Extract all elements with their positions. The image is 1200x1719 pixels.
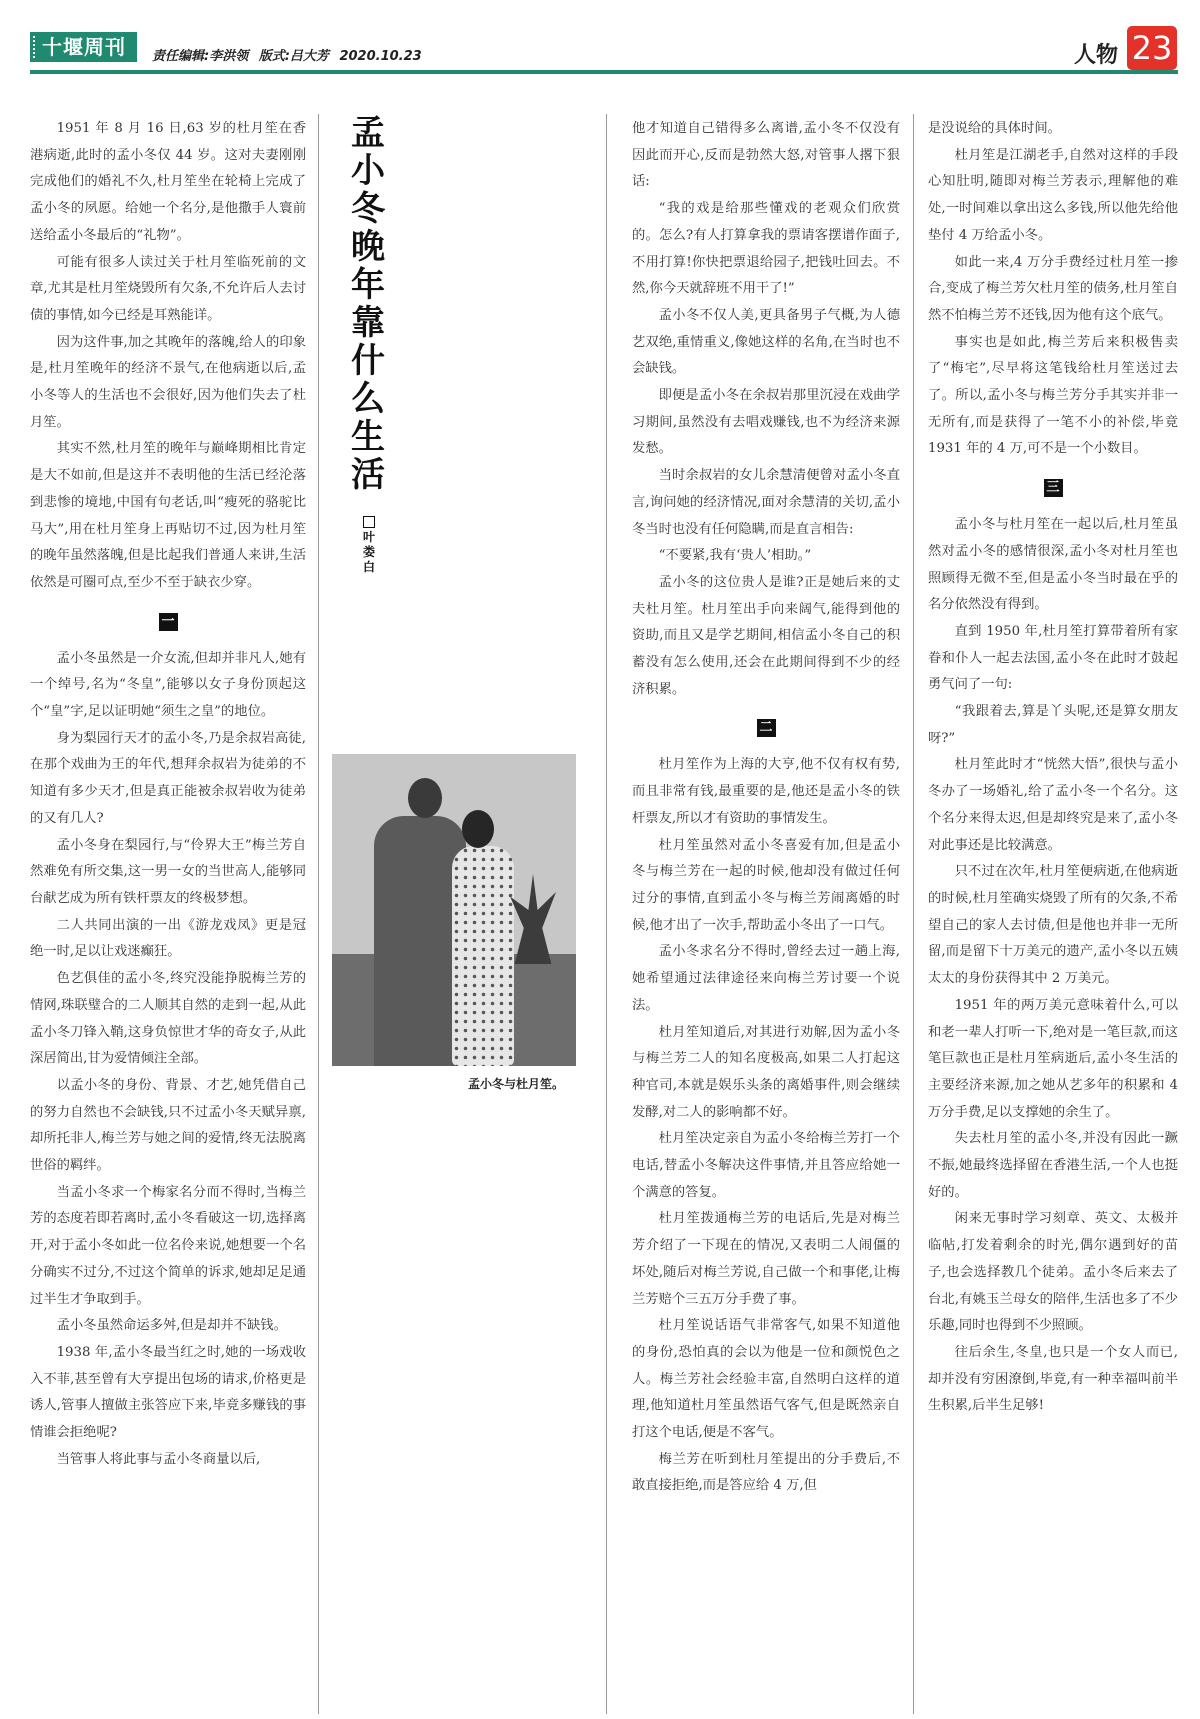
paragraph: 孟小冬求名分不得时,曾经去过一趟上海,她希望通过法律途径来向梅兰芳讨要一个说法。 (632, 944, 900, 1013)
paragraph: 孟小冬的这位贵人是谁?正是她后来的丈夫杜月笙。杜月笙出手向来阔气,能得到他的资助,而且又是学艺期间,相信孟小冬自己的积蓄没有怎么使用,还会在此期间得到不少的经济积累。 (632, 574, 900, 697)
section-marker-1: 一 (30, 609, 306, 636)
paragraph: 其实不然,杜月笙的晚年与巅峰期相比肯定是大不如前,但是这并不表明他的生活已经沦落到悲惨的境地,中国有句老话,叫“瘦死的骆驼比马大”,用在杜月笙身上再贴切不过,因为杜月笙的晚年虽然落魄,但是比起我们普通人来讲,生活依然是可圈可点,至少不至于缺衣少穿。 (30, 441, 306, 590)
paragraph: 孟小冬虽然是一介女流,但却并非凡人,她有一个绰号,名为“冬皇”,能够以女子身份顶起这个“皇”字,足以证明她“须生之皇”的地位。 (30, 650, 306, 720)
paragraph: 是没说给的具体时间。 (928, 121, 1061, 136)
page-header (0, 0, 1200, 80)
paragraph: “我跟着去,算是丫头呢,还是算女朋友呀?” (928, 704, 1178, 746)
editor-credits (152, 45, 422, 64)
masthead-title: 十堰周刊 (42, 35, 126, 59)
header-rule (30, 70, 1178, 74)
byline-box-icon (363, 516, 375, 528)
photo-caption: 孟小冬与杜月笙。 (468, 1077, 565, 1091)
masthead-dots-decoration (33, 36, 39, 58)
article-column-1 (30, 116, 306, 1473)
paragraph: 当孟小冬求一个梅家名分而不得时,当梅兰芳的态度若即若离时,孟小冬看破这一切,选择离开,对于孟小冬如此一位名伶来说,她想要一个名分确实不过分,不过这个简单的诉求,她却足足通过半生才争取到手。 (30, 1184, 306, 1307)
paragraph: 色艺俱佳的孟小冬,终究没能挣脱梅兰芳的情网,珠联璧合的二人顺其自然的走到一起,从此孟小冬刀锋入鞘,这身负惊世才华的奇女子,从此深居简出,甘为爱情倾注全部。 (30, 971, 306, 1067)
column-divider (318, 114, 319, 1714)
layout-designer: 版式:吕大芳 (258, 49, 329, 64)
paragraph: 如此一来,4 万分手费经过杜月笙一掺合,变成了梅兰芳欠杜月笙的债务,杜月笙自然不怕梅兰芳不还钱,因为他有这个底气。 (928, 254, 1178, 323)
paragraph: 杜月笙是江湖老手,自然对这样的手段心知肚明,随即对梅兰芳表示,理解他的难处,一时间难以拿出这么多钱,所以他先给他垫付 4 万给孟小冬。 (928, 147, 1178, 243)
paragraph: 以孟小冬的身份、背景、才艺,她凭借自己的努力自然也不会缺钱,只不过孟小冬天赋异禀,却所托非人,梅兰芳与她之间的爱情,终无法脱离世俗的羁绊。 (30, 1077, 306, 1174)
paragraph: 杜月笙此时才“恍然大悟”,很快与孟小冬办了一场婚礼,给了孟小冬一个名分。这个名分来得太迟,但是却终究是来了,孟小冬对此事还是比较满意。 (928, 757, 1178, 853)
paragraph: 1938 年,孟小冬最当红之时,她的一场戏收入不菲,甚至曾有大亨提出包场的请求,价格更是诱人,管事人擅做主张答应下来,毕竟多赚钱的事情谁会拒绝呢? (30, 1344, 306, 1441)
paragraph: 二人共同出演的一出《游龙戏凤》更是冠绝一时,足以让戏迷癫狂。 (30, 917, 306, 960)
paragraph: “我的戏是给那些懂戏的老观众们欣赏的。怎么?有人打算拿我的票请客摆谱作面子,不用打算!你快把票退给园子,把钱吐回去。不然,你今天就辞班不用干了!” (632, 201, 900, 297)
paragraph: “不要紧,我有‘贵人’相助。” (658, 548, 812, 564)
section-name: 人物 (1074, 43, 1119, 68)
article-title: 孟小冬晚年靠什么生活 (351, 113, 385, 495)
paragraph: 孟小冬虽然命运多舛,但是却并不缺钱。 (56, 1318, 287, 1334)
paragraph: 可能有很多人读过关于杜月笙临死前的文章,尤其是杜月笙烧毁所有欠条,不允许后人去讨债的事情,如今已经是耳熟能详。 (30, 254, 306, 323)
paragraph: 孟小冬不仅人美,更具备男子气概,为人德艺双绝,重情重义,像她这样的名角,在当时也不会缺钱。 (632, 307, 900, 377)
paragraph: 杜月笙知道后,对其进行劝解,因为孟小冬与梅兰芳二人的知名度极高,如果二人打起这种官司,本就是娱乐头条的离婚事件,则会继续发酵,对二人的影响都不好。 (632, 1024, 900, 1120)
editor-name: 责任编辑:李洪领 (152, 49, 249, 64)
paragraph: 当管事人将此事与孟小冬商量以后, (56, 1451, 261, 1467)
paragraph: 只不过在次年,杜月笙便病逝,在他病逝的时候,杜月笙确实烧毁了所有的欠条,不希望自己的家人去讨债,但是他也并非一无所留,而是留下十万美元的遗产,孟小冬以五姨太太的身份获得其中 2 万美元。 (928, 864, 1178, 987)
paragraph: 杜月笙说话语气非常客气,如果不知道他的身份,恐怕真的会以为他是一位和颜悦色之人。梅兰芳社会经验丰富,自然明白这样的道理,他知道杜月笙虽然语气客气,但是既然亲自打这个电话,便是不客气。 (632, 1318, 900, 1441)
paragraph: 失去杜月笙的孟小冬,并没有因此一蹶不振,她最终选择留在香港生活,一个人也挺好的。 (928, 1131, 1178, 1200)
column-divider (606, 114, 607, 1714)
paragraph: 1951 年 8 月 16 日,63 岁的杜月笙在香港病逝,此时的孟小冬仅 44 岁。这对夫妻刚刚完成他们的婚礼不久,杜月笙坐在轮椅上完成了孟小冬的夙愿。给她一个名分,是他撒手人寰前送给孟小冬最后的“礼物”。 (30, 121, 306, 243)
article-column-3 (632, 116, 900, 1500)
paragraph: 身为梨园行天才的孟小冬,乃是余叔岩高徒,在那个戏曲为王的年代,想拜余叔岩为徒弟的不知道有多少天才,但是真正能被余叔岩收为徒弟的又有几人? (30, 730, 306, 826)
paragraph: 孟小冬身在梨园行,与“伶界大王”梅兰芳自然难免有所交集,这一男一女的当世高人,能够同台献艺成为所有铁杆票友的终极梦想。 (30, 837, 306, 906)
photo-meng-xiaodong-du-yuesheng (332, 754, 576, 1066)
paragraph: 往后余生,冬皇,也只是一个女人而已,却并没有穷困潦倒,毕竟,有一种幸福叫前半生积累,后半生足够! (928, 1344, 1178, 1414)
column-divider (913, 114, 914, 1714)
paragraph: 孟小冬与杜月笙在一起以后,杜月笙虽然对孟小冬的感情很深,孟小冬对杜月笙也照顾得无微不至,但是孟小冬当时最在乎的名分依然没有得到。 (928, 517, 1178, 613)
paragraph: 梅兰芳在听到杜月笙提出的分手费后,不敢直接拒绝,而是答应给 4 万,但 (632, 1451, 900, 1494)
article-byline (360, 516, 378, 575)
paragraph: 杜月笙决定亲自为孟小冬给梅兰芳打一个电话,替孟小冬解决这件事情,并且答应给她一个满意的答复。 (632, 1131, 900, 1200)
paragraph: 直到 1950 年,杜月笙打算带着所有家眷和仆人一起去法国,孟小冬在此时才鼓起勇气问了一句: (928, 623, 1178, 693)
paragraph: 事实也是如此,梅兰芳后来积极售卖了“梅宅”,尽早将这笔钱给杜月笙送过去了。所以,孟小冬与梅兰芳分手其实并非一无所有,而是获得了一笔不小的补偿,毕竟 1931 年的 4 万,可不是一个小数目。 (928, 334, 1178, 457)
paragraph: 因为这件事,加之其晚年的落魄,给人的印象是,杜月笙晚年的经济不景气,在他病逝以后,孟小冬等人的生活也不会很好,因为他们失去了杜月笙。 (30, 334, 306, 430)
paragraph: 杜月笙作为上海的大亨,他不仅有权有势,而且非常有钱,最重要的是,他还是孟小冬的铁杆票友,所以才有资助的事情发生。 (632, 757, 900, 826)
paragraph: 他才知道自己错得多么离谱,孟小冬不仅没有因此而开心,反而是勃然大怒,对管事人撂下狠话: (632, 121, 900, 190)
paragraph: 即便是孟小冬在余叔岩那里沉浸在戏曲学习期间,虽然没有去唱戏赚钱,也不为经济来源发愁。 (632, 388, 900, 457)
section-marker-3: 三 (928, 475, 1178, 502)
author-name: 叶娄白 (362, 530, 375, 574)
paragraph: 1951 年的两万美元意味着什么,可以和老一辈人打听一下,绝对是一笔巨款,而这笔巨款也正是杜月笙病逝后,孟小冬生活的主要经济来源,加之她从艺多年的积累和 4 万分手费,足以支撑她的余生了。 (928, 997, 1178, 1120)
page-number: 23 (1127, 26, 1177, 70)
paragraph: 杜月笙拨通梅兰芳的电话后,先是对梅兰芳介绍了一下现在的情况,又表明二人闹僵的坏处,随后对梅兰芳说,自己做一个和事佬,让梅兰芳赔个三五万分手费了事。 (632, 1211, 900, 1307)
paragraph: 当时余叔岩的女儿余慧清便曾对孟小冬直言,询问她的经济情况,面对余慧清的关切,孟小冬当时也没有任何隐瞒,而是直言相告: (632, 468, 900, 537)
masthead-logo (30, 32, 137, 62)
paragraph: 杜月笙虽然对孟小冬喜爱有加,但是孟小冬与梅兰芳在一起的时候,他却没有做过任何过分的事情,直到孟小冬与梅兰芳闹离婚的时候,他才出了一次手,帮助孟小冬出了一口气。 (632, 837, 900, 933)
section-marker-2: 二 (632, 715, 900, 742)
paragraph: 闲来无事时学习刻章、英文、太极并临帖,打发着剩余的时光,偶尔遇到好的苗子,也会选择教几个徒弟。孟小冬后来去了台北,有姚玉兰母女的陪伴,生活也多了不少乐趣,同时也得到不少照顾。 (928, 1211, 1178, 1334)
issue-date: 2020.10.23 (339, 49, 422, 64)
article-column-4 (928, 116, 1178, 1420)
